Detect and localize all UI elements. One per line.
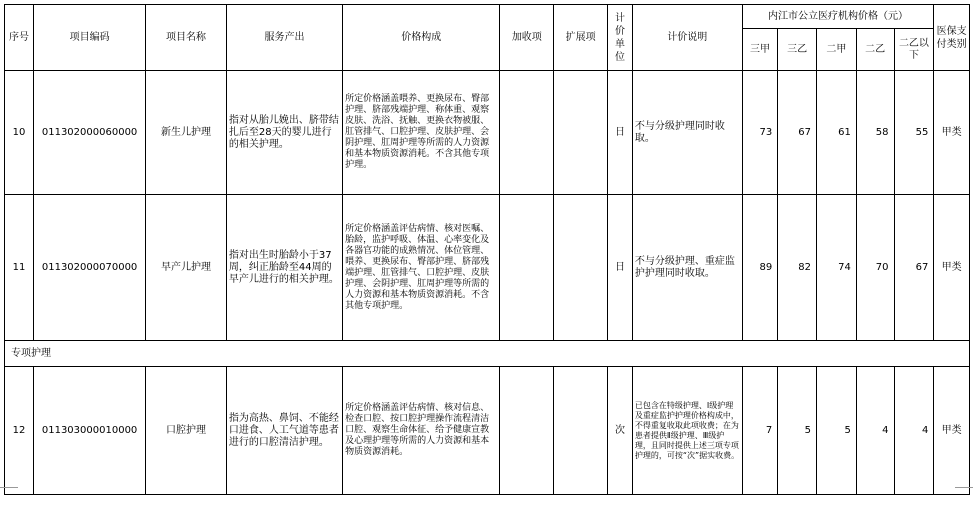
row-extension-item [554, 71, 608, 195]
row-price: 7 [742, 367, 778, 495]
header-extra-item: 加收项 [500, 5, 554, 71]
row-unit: 日 [608, 71, 633, 195]
row-price: 73 [742, 71, 778, 195]
row-name: 新生儿护理 [146, 71, 227, 195]
row-extension-item [554, 367, 608, 495]
row-price: 89 [742, 195, 778, 341]
row-price: 4 [894, 367, 934, 495]
row-code: 011302000070000 [34, 195, 146, 341]
row-code: 011302000060000 [34, 71, 146, 195]
row-seq: 10 [5, 71, 34, 195]
section-row [5, 341, 970, 367]
section-title: 专项护理 [5, 341, 970, 367]
row-code: 011303000010000 [34, 367, 146, 495]
header-row-1 [5, 5, 970, 29]
row-extension-item [554, 195, 608, 341]
header-seq: 序号 [5, 5, 34, 71]
row-service-output: 指为高热、鼻饲、不能经口进食、人工气道等患者进行的口腔清洁护理。 [226, 367, 342, 495]
row-name: 口腔护理 [146, 367, 227, 495]
row-price: 67 [894, 195, 934, 341]
row-unit: 次 [608, 367, 633, 495]
row-price: 70 [856, 195, 894, 341]
table-row [5, 71, 970, 195]
header-service-output: 服务产出 [226, 5, 342, 71]
price-table [4, 4, 970, 495]
row-price: 4 [856, 367, 894, 495]
row-service-output: 指对从胎儿娩出、脐带结扎后至28天的婴儿进行的相关护理。 [226, 71, 342, 195]
row-note: 不与分级护理、重症监护护理同时收取。 [632, 195, 742, 341]
header-tier: 三乙 [778, 29, 817, 71]
header-extension-item: 扩展项 [554, 5, 608, 71]
row-insurance: 甲类 [934, 195, 970, 341]
header-tier: 二甲 [816, 29, 856, 71]
crop-mark-bottom-left [0, 487, 18, 506]
row-price: 5 [778, 367, 817, 495]
row-note: 已包含在特级护理、Ⅰ级护理及重症监护护理价格构成中，不得重复收取此项收费；在为患者提供Ⅱ级护理、Ⅲ级护理，且同时提供上述三项专项护理的，可按“次”据实收费。 [632, 367, 742, 495]
row-insurance: 甲类 [934, 71, 970, 195]
row-seq: 11 [5, 195, 34, 341]
table-row [5, 367, 970, 495]
row-price: 67 [778, 71, 817, 195]
table-row [5, 195, 970, 341]
row-extra-item [500, 195, 554, 341]
header-insurance: 医保支付类别 [934, 5, 970, 71]
row-price: 58 [856, 71, 894, 195]
header-name: 项目名称 [146, 5, 227, 71]
row-price: 82 [778, 195, 817, 341]
crop-mark-bottom-right [955, 487, 973, 506]
row-price: 61 [816, 71, 856, 195]
header-code: 项目编码 [34, 5, 146, 71]
header-price-composition: 价格构成 [343, 5, 500, 71]
row-price: 55 [894, 71, 934, 195]
row-extra-item [500, 367, 554, 495]
header-note: 计价说明 [632, 5, 742, 71]
header-tier: 二乙以下 [894, 29, 934, 71]
row-name: 早产儿护理 [146, 195, 227, 341]
row-seq: 12 [5, 367, 34, 495]
row-price-composition: 所定价格涵盖喂养、更换尿布、臀部护理、脐部残端护理、称体重、观察皮肤、洗浴、抚触、更换衣物被服、肛管排气、口腔护理、皮肤护理、会阴护理、肛周护理等所需的人力资源和基本物质资源消耗。不含其他专项护理。 [343, 71, 500, 195]
row-note: 不与分级护理同时收取。 [632, 71, 742, 195]
row-unit: 日 [608, 195, 633, 341]
row-price: 5 [816, 367, 856, 495]
header-tier: 三甲 [742, 29, 778, 71]
row-insurance: 甲类 [934, 367, 970, 495]
header-tier: 二乙 [856, 29, 894, 71]
row-service-output: 指对出生时胎龄小于37周，纠正胎龄至44周的早产儿进行的相关护理。 [226, 195, 342, 341]
header-unit: 计价单位 [608, 5, 633, 71]
header-price-group: 内江市公立医疗机构价格（元） [742, 5, 934, 29]
row-price-composition: 所定价格涵盖评估病情、核对医嘱、胎龄，监护呼吸、体温、心率变化及各器官功能的成熟情况、体位管理、喂养、更换尿布、臀部护理、脐部残端护理、肛管排气、口腔护理、皮肤护理、会阴护理、肛周护理等所需的人力资源和基本物质资源消耗。不含其他专项护理。 [343, 195, 500, 341]
row-price-composition: 所定价格涵盖评估病情、核对信息、检查口腔、按口腔护理操作流程清洁口腔、观察生命体征、给予健康宣教及心理护理等所需的人力资源和基本物质资源消耗。 [343, 367, 500, 495]
row-extra-item [500, 71, 554, 195]
row-price: 74 [816, 195, 856, 341]
